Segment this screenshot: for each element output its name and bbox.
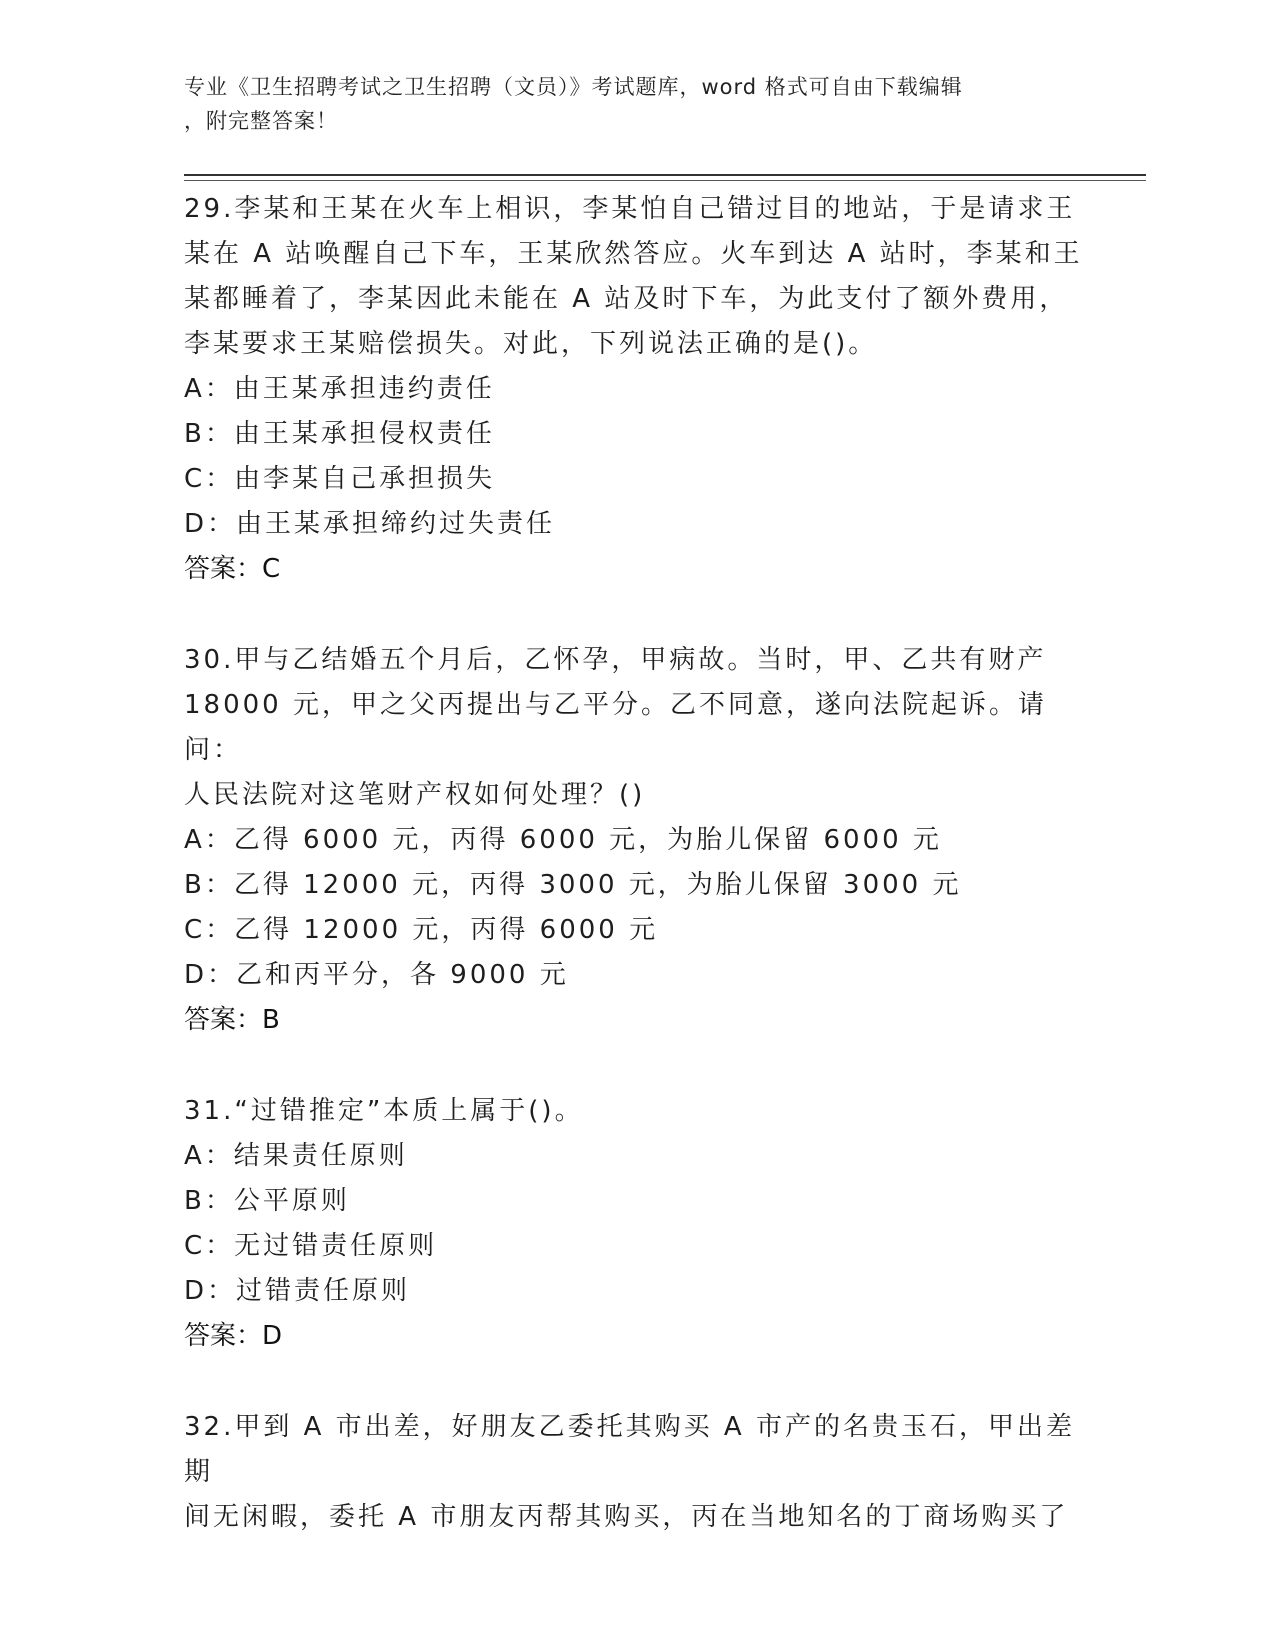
header-line-2: ，附完整答案！ — [184, 109, 338, 133]
option-a: A：由王某承担违约责任 — [184, 374, 495, 404]
question-stem-line: 间无闲暇，委托 A 市朋友丙帮其购买，丙在当地知名的丁商场购买了 — [184, 1502, 1069, 1532]
question-stem-line: 32.甲到 A 市出差，好朋友乙委托其购买 A 市产的名贵玉石，甲出差期 — [184, 1412, 1075, 1487]
question-30 — [184, 638, 1084, 1043]
option-b: B：公平原则 — [184, 1186, 350, 1216]
question-stem-line: 18000 元，甲之父丙提出与乙平分。乙不同意，遂向法院起诉。请问： — [184, 690, 1047, 765]
answer-line: 答案：D — [184, 1321, 283, 1351]
question-stem-line: 31.“过错推定”本质上属于()。 — [184, 1096, 584, 1126]
option-d: D：由王某承担缔约过失责任 — [184, 509, 556, 539]
option-c: C：乙得 12000 元，丙得 6000 元 — [184, 915, 659, 945]
question-31 — [184, 1089, 1084, 1359]
option-d: D：乙和丙平分，各 9000 元 — [184, 960, 569, 990]
option-b: B：乙得 12000 元，丙得 3000 元，为胎儿保留 3000 元 — [184, 870, 962, 900]
question-stem-line: 李某要求王某赔偿损失。对此，下列说法正确的是()。 — [184, 329, 878, 359]
question-stem-line: 29.李某和王某在火车上相识，李某怕自己错过目的地站，于是请求王 — [184, 194, 1076, 224]
header-divider-thick — [184, 174, 1146, 176]
question-32 — [184, 1405, 1084, 1540]
question-29 — [184, 187, 1084, 592]
answer-line: 答案：B — [184, 1005, 280, 1035]
header-line-1: 专业《卫生招聘考试之卫生招聘（文员）》考试题库，word 格式可自由下载编辑 — [184, 75, 963, 99]
option-c: C：无过错责任原则 — [184, 1231, 438, 1261]
question-stem-line: 人民法院对这笔财产权如何处理？() — [184, 780, 646, 810]
header-divider-thin — [184, 180, 1146, 181]
option-c: C：由李某自己承担损失 — [184, 464, 496, 494]
document-header — [184, 70, 1064, 138]
option-b: B：由王某承担侵权责任 — [184, 419, 495, 449]
question-list — [184, 187, 1084, 1586]
option-d: D：过错责任原则 — [184, 1276, 411, 1306]
option-a: A：结果责任原则 — [184, 1141, 408, 1171]
question-stem-line: 30.甲与乙结婚五个月后，乙怀孕，甲病故。当时，甲、乙共有财产 — [184, 645, 1047, 675]
question-stem-line: 某在 A 站唤醒自己下车，王某欣然答应。火车到达 A 站时，李某和王 — [184, 239, 1083, 269]
option-a: A：乙得 6000 元，丙得 6000 元，为胎儿保留 6000 元 — [184, 825, 942, 855]
question-stem-line: 某都睡着了，李某因此未能在 A 站及时下车，为此支付了额外费用， — [184, 284, 1069, 314]
answer-line: 答案：C — [184, 554, 281, 584]
